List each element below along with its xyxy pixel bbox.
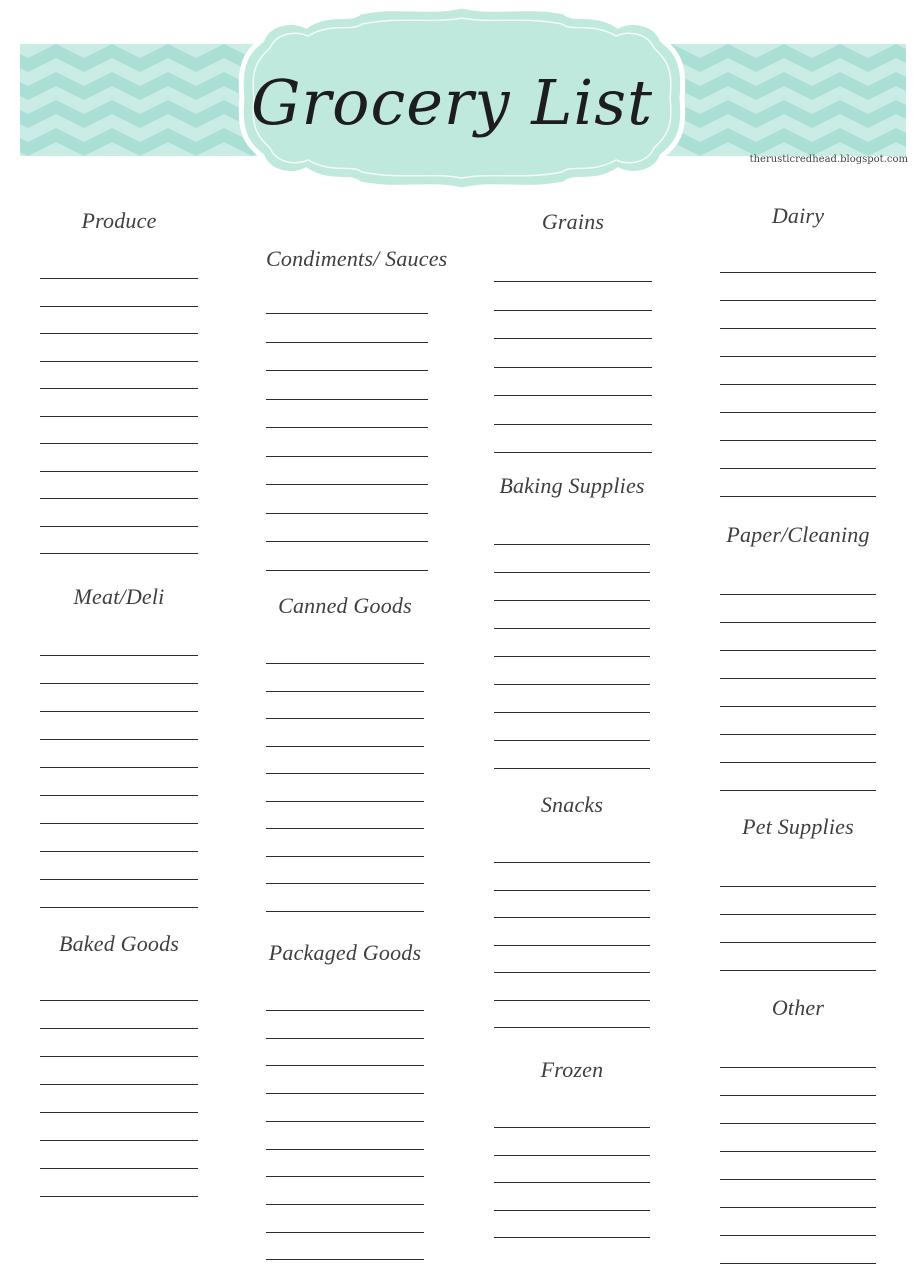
section-title: Baked Goods (58, 931, 180, 956)
blank-entry-line (266, 342, 428, 343)
blank-entry-line (266, 1232, 424, 1233)
blank-entry-line (266, 746, 424, 747)
blank-entry-line (720, 914, 876, 915)
blank-entry-line (40, 1028, 198, 1029)
blank-entry-line (266, 691, 424, 692)
section-title: Grains (541, 209, 605, 234)
blank-entry-line (40, 655, 198, 656)
blank-entry-line (494, 684, 650, 685)
blank-entry-line (720, 762, 876, 763)
blank-entry-line (266, 1204, 424, 1205)
blank-entry-line (720, 1067, 876, 1068)
blank-entry-line (266, 773, 424, 774)
blank-entry-line (266, 911, 424, 912)
blank-entry-line (40, 1112, 198, 1113)
blank-entry-line (40, 907, 198, 908)
blank-entry-line (40, 416, 198, 417)
blank-entry-line (720, 328, 876, 329)
blank-entry-line (720, 440, 876, 441)
blank-entry-line (40, 1196, 198, 1197)
blank-entry-line (40, 823, 198, 824)
blank-entry-line (40, 1168, 198, 1169)
blank-entry-line (720, 622, 876, 623)
blank-entry-line (720, 1151, 876, 1152)
blank-entry-line (266, 856, 424, 857)
blank-entry-line (494, 395, 652, 396)
blank-entry-line (494, 281, 652, 282)
blank-entry-line (720, 412, 876, 413)
blank-entry-line (720, 650, 876, 651)
blank-entry-line (720, 496, 876, 497)
blank-entry-line (266, 883, 424, 884)
blank-entry-line (40, 278, 198, 279)
blank-entry-line (40, 471, 198, 472)
blank-entry-line (720, 1179, 876, 1180)
blank-entry-line (40, 1056, 198, 1057)
blank-entry-line (720, 384, 876, 385)
blank-entry-line (494, 972, 650, 973)
blank-entry-line (720, 942, 876, 943)
blank-entry-line (266, 1065, 424, 1066)
blank-entry-line (720, 886, 876, 887)
blank-entry-line (494, 740, 650, 741)
blank-entry-line (494, 1127, 650, 1128)
blank-entry-line (720, 594, 876, 595)
blank-entry-line (266, 801, 424, 802)
blank-entry-line (494, 628, 650, 629)
blank-entry-line (720, 1123, 876, 1124)
section-title: Snacks (540, 792, 604, 817)
blank-entry-line (494, 310, 652, 311)
blank-entry-line (720, 272, 876, 273)
blank-entry-line (494, 572, 650, 573)
blank-entry-line (266, 718, 424, 719)
header-banner (0, 0, 924, 215)
blank-entry-line (266, 663, 424, 664)
blank-entry-line (720, 790, 876, 791)
blank-entry-line (40, 851, 198, 852)
blank-entry-line (720, 1235, 876, 1236)
blank-entry-line (40, 1084, 198, 1085)
section-title: Pet Supplies (742, 814, 854, 839)
blank-entry-line (494, 862, 650, 863)
section-title: Frozen (540, 1057, 604, 1082)
blank-entry-line (40, 1000, 198, 1001)
blank-entry-line (40, 443, 198, 444)
blank-entry-line (40, 553, 198, 554)
blank-entry-line (40, 333, 198, 334)
blank-entry-line (494, 768, 650, 769)
blank-entry-line (720, 678, 876, 679)
blank-entry-line (494, 544, 650, 545)
section-title: Dairy (771, 203, 825, 228)
blank-entry-line (266, 1149, 424, 1150)
blank-entry-line (40, 388, 198, 389)
blank-entry-line (494, 1237, 650, 1238)
blank-entry-line (266, 1038, 424, 1039)
blank-entry-line (494, 600, 650, 601)
blank-entry-line (40, 683, 198, 684)
blank-entry-line (494, 1155, 650, 1156)
blank-entry-line (494, 945, 650, 946)
blank-entry-line (40, 526, 198, 527)
blank-entry-line (494, 1027, 650, 1028)
blank-entry-line (266, 1176, 424, 1177)
blank-entry-line (266, 570, 428, 571)
section-title: Paper/Cleaning (726, 522, 870, 547)
blank-entry-line (720, 1207, 876, 1208)
blank-entry-line (266, 1259, 424, 1260)
blank-entry-line (720, 706, 876, 707)
blank-entry-line (720, 734, 876, 735)
blank-entry-line (266, 484, 428, 485)
blank-entry-line (266, 427, 428, 428)
section-title: Condiments/ Sauces (266, 246, 448, 271)
blank-entry-line (266, 313, 428, 314)
blank-entry-line (720, 970, 876, 971)
section-title: Packaged Goods (268, 940, 422, 965)
blank-entry-line (494, 367, 652, 368)
section-title: Produce (81, 208, 157, 233)
blank-entry-line (266, 456, 428, 457)
blank-entry-line (494, 1000, 650, 1001)
blank-entry-line (40, 498, 198, 499)
blank-entry-line (40, 739, 198, 740)
blank-entry-line (720, 468, 876, 469)
blank-entry-line (494, 890, 650, 891)
blank-entry-line (266, 541, 428, 542)
blank-entry-line (40, 361, 198, 362)
blank-entry-line (266, 399, 428, 400)
section-title: Canned Goods (278, 593, 412, 618)
blank-entry-line (494, 712, 650, 713)
blank-entry-line (720, 300, 876, 301)
blank-entry-line (266, 513, 428, 514)
blank-entry-line (40, 306, 198, 307)
blank-entry-line (266, 1121, 424, 1122)
blank-entry-line (720, 1095, 876, 1096)
blank-entry-line (720, 1263, 876, 1264)
blank-entry-line (494, 452, 652, 453)
blank-entry-line (40, 795, 198, 796)
blank-entry-line (266, 1010, 424, 1011)
page-title: Grocery List (250, 66, 654, 139)
blank-entry-line (494, 338, 652, 339)
blank-entry-line (494, 656, 650, 657)
section-title: Other (771, 995, 825, 1020)
blank-entry-line (494, 1210, 650, 1211)
blog-credit: therusticredhead.blogspot.com (749, 154, 908, 165)
blank-entry-line (266, 370, 428, 371)
blank-entry-line (494, 917, 650, 918)
blank-entry-line (266, 828, 424, 829)
blank-entry-line (40, 767, 198, 768)
section-title: Meat/Deli (73, 584, 165, 609)
blank-entry-line (266, 1093, 424, 1094)
section-title: Baking Supplies (499, 473, 645, 498)
blank-entry-line (494, 1182, 650, 1183)
blank-entry-line (720, 356, 876, 357)
blank-entry-line (40, 711, 198, 712)
blank-entry-line (40, 879, 198, 880)
blank-entry-line (494, 424, 652, 425)
blank-entry-line (40, 1140, 198, 1141)
